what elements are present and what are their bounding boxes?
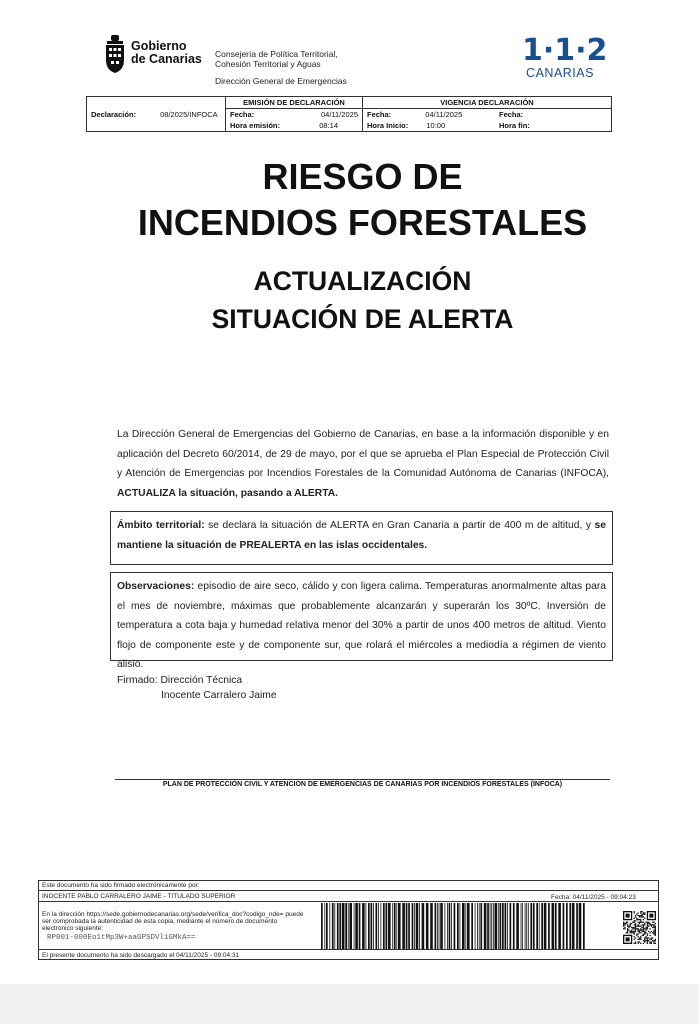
declaration-table xyxy=(86,96,612,132)
hora-inicio-label: Hora Inicio: xyxy=(367,121,409,130)
firmado-label: Firmado: xyxy=(117,675,158,686)
title-line2: INCENDIOS FORESTALES xyxy=(137,202,588,243)
gobierno-name xyxy=(131,40,202,66)
intro-bold-text: ACTUALIZA la situación, pasando a ALERTA. xyxy=(117,487,339,499)
firmado-by: Dirección Técnica xyxy=(160,675,243,686)
sig-intro: Este documento ha sido firmado electrónicamente por: xyxy=(39,881,658,891)
barcode-icon xyxy=(321,903,587,949)
hora-emision-label: Hora emisión: xyxy=(230,121,281,130)
declaracion-cell xyxy=(87,97,226,132)
declaracion-value: 08/2025/INFOCA xyxy=(160,109,218,119)
qr-code-icon xyxy=(623,911,656,944)
logo-112-digits: 1·1·2 xyxy=(522,33,608,68)
fecha-emision-value: 04/11/2025 xyxy=(321,110,358,119)
fecha-fin-label: Fecha: xyxy=(499,110,524,119)
hora-inicio-cell xyxy=(363,120,496,132)
firmado-name: Inocente Carralero Jaime xyxy=(161,690,277,701)
fecha-emision-cell xyxy=(226,109,363,121)
subtitle-line2: SITUACIÓN DE ALERTA xyxy=(211,304,514,334)
logo-112 xyxy=(522,33,608,84)
plan-footer-text: PLAN DE PROTECCIÓN CIVIL Y ATENCIÓN DE EMERGENCIAS DE CANARIAS POR INCENDIOS FORESTALES (INFOCA) xyxy=(162,781,563,788)
fecha-emision-label: Fecha: xyxy=(230,110,255,119)
declaracion-label: Declaración: xyxy=(91,109,137,119)
sig-date: Fecha: 04/11/2025 - 09:04:23 xyxy=(551,894,636,901)
intro-text: La Dirección General de Emergencias del Gobierno de Canarias, en base a la información disponible y en aplicación del Decreto 60/2014, de 29 de mayo, por el que se aprueba el Plan Especial de Protección Civil y Atención de Emergencias por Incendios Forestales de la Comunidad Autónoma de Canarias (INFOCA), xyxy=(117,429,609,479)
hora-inicio-value: 10:00 xyxy=(426,121,446,130)
hora-fin-cell xyxy=(495,120,612,132)
direccion-label: Dirección General de Emergencias xyxy=(215,76,347,86)
fecha-vigencia-value: 04/11/2025 xyxy=(425,110,463,119)
fecha-vigencia-label: Fecha: xyxy=(367,110,392,119)
title-line1: RIESGO DE xyxy=(262,156,463,197)
fecha-vigencia-cell xyxy=(363,109,496,121)
consejeria-label xyxy=(215,49,338,69)
hora-emision-cell xyxy=(226,120,363,132)
hora-fin-label: Hora fin: xyxy=(499,121,530,130)
gov-line1: Gobierno xyxy=(131,39,187,53)
observaciones-label: Observaciones: xyxy=(117,581,195,592)
firma-block xyxy=(117,673,277,703)
ambito-label: Ámbito territorial: xyxy=(117,520,205,531)
plan-divider xyxy=(115,779,610,780)
verify-text: En la dirección https://sede.gobiernodecanarias.org/sede/verifica_doc?codigo_nde= puede ser comprobada la autenticidad de esta copia, mediante el número de documento electrónico siguiente: xyxy=(42,911,304,932)
ambito-bold-text: se mantiene la situación de PREALERTA en las islas occidentales. xyxy=(117,520,606,551)
electronic-signature-box xyxy=(38,880,659,960)
intro-paragraph xyxy=(117,425,609,503)
gobierno-canarias-logo xyxy=(103,34,218,76)
observaciones-box xyxy=(110,572,613,670)
vigencia-header: VIGENCIA DECLARACIÓN xyxy=(363,97,612,109)
observaciones-text: episodio de aire seco, cálido y con ligera calima. Temperaturas anormalmente altas para el mes de noviembre, máximas que probablemente alcanzarán y superarán los 30ºC. Inversión de temperatura a cota baja y humedad relativa menor del 30% a partir de unos 400 metros de altitud. Viento flojo de componente este y de componente sur, que rolará el miércoles a mediodía a régimen de viento alisio. xyxy=(117,581,606,670)
ambito-text: se declara la situación de ALERTA en Gran Canaria a partir de 400 m de altitud, y xyxy=(204,520,595,531)
logo-112-region: CANARIAS xyxy=(526,66,594,80)
csv-code: RP001-000Eo1tMp3W+aaGPSDVliGMkA== xyxy=(47,934,196,942)
download-note: El presente documento ha sido descargado el 04/11/2025 - 09:04:31 xyxy=(39,949,658,960)
emision-header: EMISIÓN DE DECLARACIÓN xyxy=(226,97,363,109)
main-title xyxy=(0,154,699,246)
fecha-fin-cell xyxy=(495,109,612,121)
subtitle-line1: ACTUALIZACIÓN xyxy=(253,266,472,296)
consejeria-line2: Cohesión Territorial y Aguas xyxy=(215,59,321,69)
consejeria-line1: Consejería de Política Territorial, xyxy=(215,49,338,59)
hora-emision-value: 08:14 xyxy=(319,121,338,130)
signer-name: INOCENTE PABLO CARRALERO JAIME - TITULADO SUPERIOR xyxy=(42,893,236,900)
gov-line2: de Canarias xyxy=(131,52,202,66)
subtitle xyxy=(0,262,699,338)
coat-of-arms-icon xyxy=(103,34,127,74)
ambito-territorial-box xyxy=(110,511,613,565)
